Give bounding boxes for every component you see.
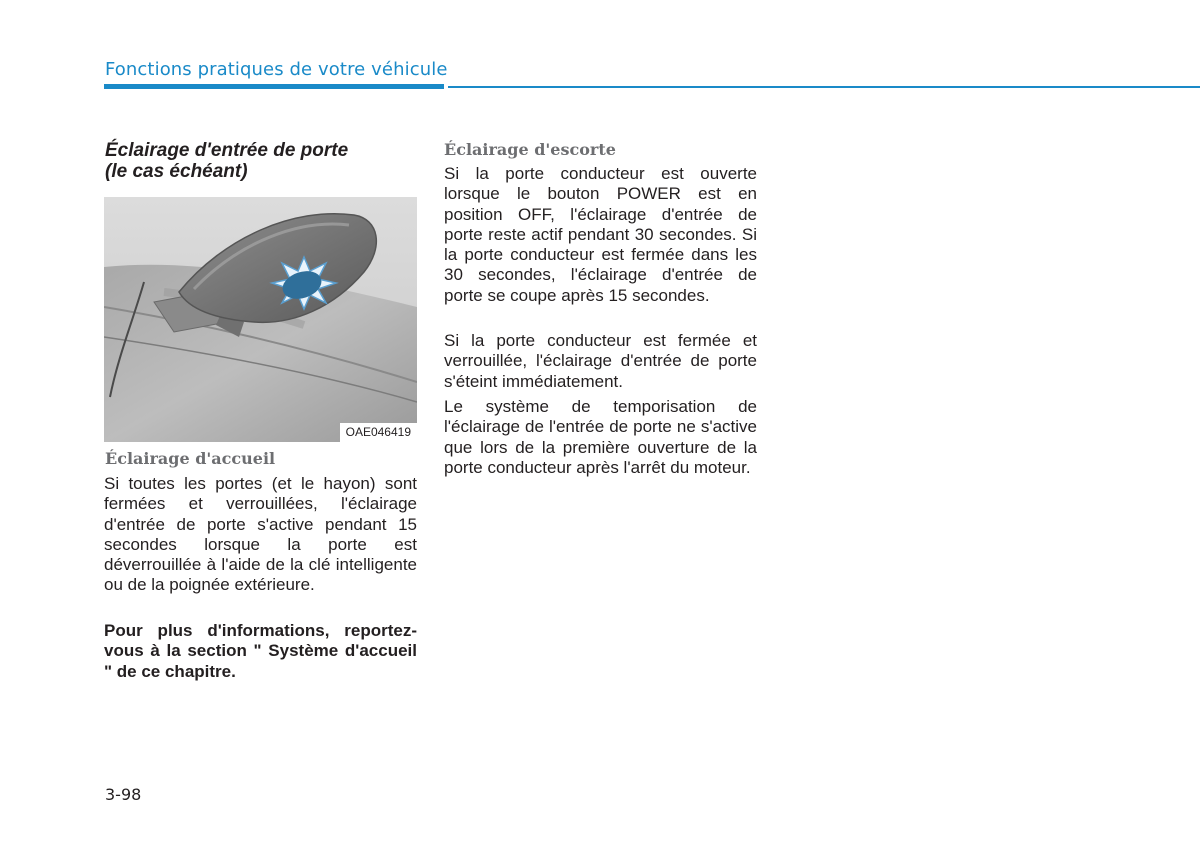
escort-paragraph-2: Si la porte conducteur est fermée et verrouillée, l'éclairage d'entrée de porte s'éteint immédiatement.	[444, 331, 757, 391]
escort-paragraph-1: Si la porte conducteur est ouverte lorsque le bouton POWER est en position OFF, l'éclairage d'entrée de porte reste actif pendant 30 secondes. Si la porte conducteur est fermée dans les 30 secondes, l'éclairage d'entrée de porte se coupe après 15 secondes.	[444, 164, 757, 305]
welcome-heading: Éclairage d'accueil	[105, 449, 276, 468]
mirror-puddle-lamp-illustration	[104, 197, 417, 442]
section-title-line-2: (le cas échéant)	[105, 161, 248, 182]
page-number: 3-98	[105, 785, 142, 804]
figure-code: OAE046419	[345, 425, 411, 439]
section-header-title: Fonctions pratiques de votre véhicule	[105, 59, 448, 80]
escort-paragraph-3: Le système de temporisation de l'éclairage de l'entrée de porte ne s'active que lors de la première ouverture de la porte conducteur après l'arrêt du moteur.	[444, 397, 757, 477]
welcome-paragraph: Si toutes les portes (et le hayon) sont fermées et verrouillées, l'éclairage d'entrée de porte s'active pendant 15 secondes lorsque la porte est déverrouillée à l'aide de la clé intelligente ou de la poignée extérieure.	[104, 474, 417, 595]
mirror-illustration-svg	[104, 197, 417, 442]
escort-heading: Éclairage d'escorte	[444, 140, 616, 159]
header-accent-bar	[104, 84, 444, 89]
section-title	[105, 140, 425, 182]
info-reference-paragraph: Pour plus d'informations, reportez-vous à la section " Système d'accueil " de ce chapitre.	[104, 621, 417, 681]
header-rule	[448, 86, 1200, 88]
section-title-line-1: Éclairage d'entrée de porte	[105, 140, 349, 161]
